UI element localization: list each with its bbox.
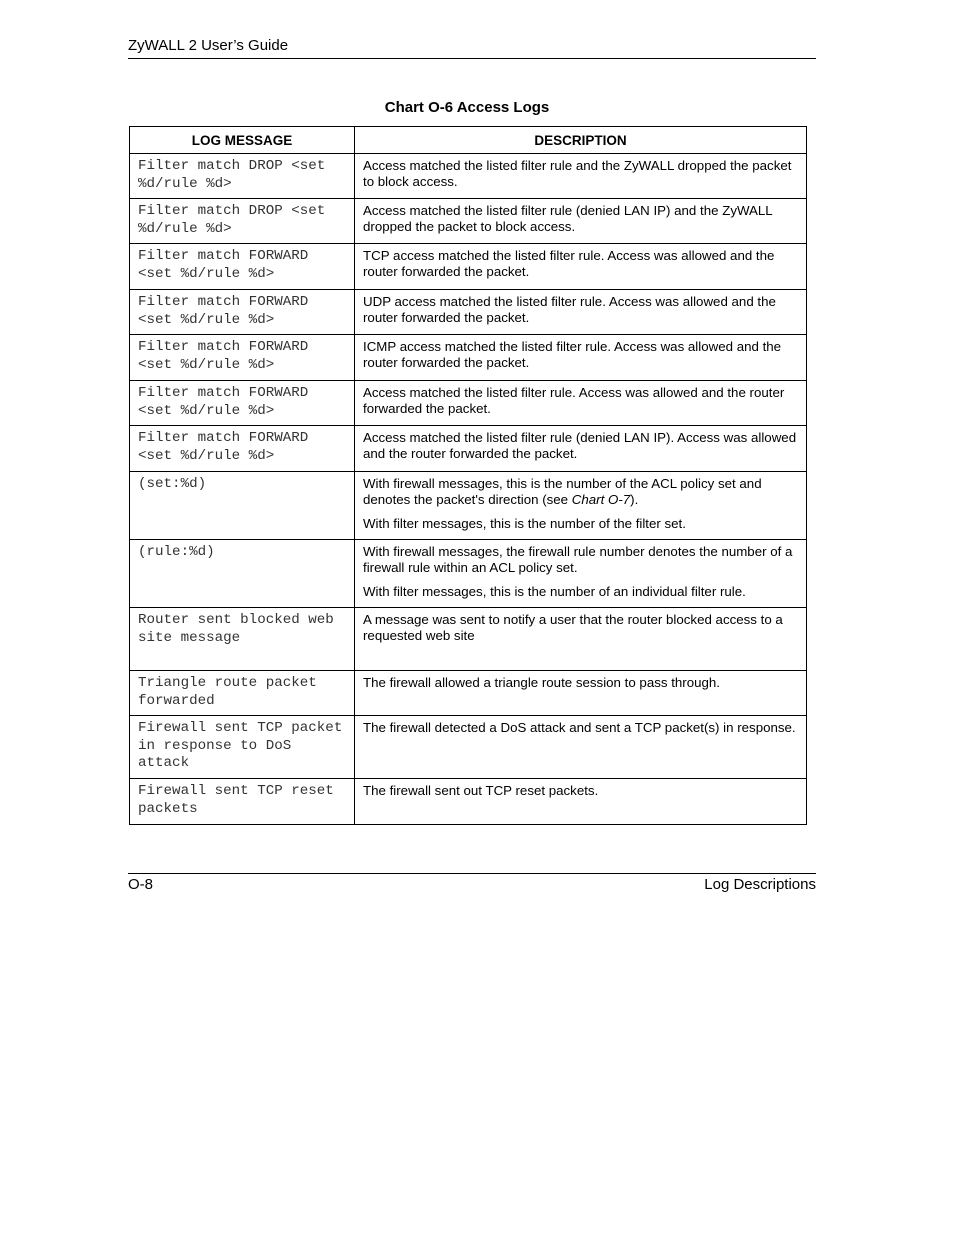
log-message-cell: (rule:%d) — [130, 540, 355, 608]
column-header-log-message: LOG MESSAGE — [130, 127, 355, 154]
table-row — [130, 608, 807, 671]
description-text: With filter messages, this is the number of the filter set. — [363, 516, 686, 532]
table-row — [130, 671, 807, 716]
log-message-cell: Firewall sent TCP packet in response to DoS attack — [130, 716, 355, 779]
description-text: With firewall messages, the firewall rule number denotes the number of a firewall rule within an ACL policy set. — [363, 544, 793, 576]
table-row — [130, 779, 807, 825]
description-text: The firewall detected a DoS attack and sent a TCP packet(s) in response. — [363, 720, 796, 735]
description-text: The firewall allowed a triangle route session to pass through. — [363, 675, 720, 690]
log-message-cell: Filter match FORWARD <set %d/rule %d> — [130, 426, 355, 472]
table-row — [130, 472, 807, 540]
description-cell — [355, 426, 807, 472]
description-cell — [355, 540, 807, 608]
log-message-cell: (set:%d) — [130, 472, 355, 540]
log-message-cell: Filter match FORWARD <set %d/rule %d> — [130, 244, 355, 290]
table-row — [130, 154, 807, 199]
table-row — [130, 244, 807, 290]
table-row — [130, 290, 807, 335]
description-text: TCP access matched the listed filter rule. Access was allowed and the router forwarded the packet. — [363, 248, 775, 280]
table-row — [130, 199, 807, 244]
description-text: With filter messages, this is the number of an individual filter rule. — [363, 584, 746, 600]
description-cell — [355, 671, 807, 716]
description-cell — [355, 381, 807, 426]
log-message-cell: Filter match DROP <set %d/rule %d> — [130, 199, 355, 244]
table-row — [130, 540, 807, 608]
description-text: Access matched the listed filter rule and the ZyWALL dropped the packet to block access. — [363, 158, 792, 190]
description-cell — [355, 716, 807, 779]
description-cell — [355, 290, 807, 335]
page-footer — [128, 873, 816, 893]
guide-title: ZyWALL 2 User’s Guide — [128, 37, 289, 54]
log-message-cell: Filter match FORWARD <set %d/rule %d> — [130, 290, 355, 335]
description-text: UDP access matched the listed filter rule. Access was allowed and the router forwarded the packet. — [363, 294, 776, 326]
description-text: ICMP access matched the listed filter rule. Access was allowed and the router forwarded the packet. — [363, 339, 782, 371]
description-cell — [355, 779, 807, 825]
description-cell — [355, 199, 807, 244]
section-name: Log Descriptions — [704, 876, 816, 893]
log-message-cell: Triangle route packet forwarded — [130, 671, 355, 716]
log-message-cell: Filter match FORWARD <set %d/rule %d> — [130, 381, 355, 426]
log-message-cell: Router sent blocked web site message — [130, 608, 355, 671]
description-text: Access matched the listed filter rule (denied LAN IP) and the ZyWALL dropped the packet to block access. — [363, 203, 773, 235]
description-cell — [355, 608, 807, 671]
description-cell — [355, 154, 807, 199]
chart-title: Chart O-6 Access Logs — [384, 99, 550, 116]
log-message-cell: Firewall sent TCP reset packets — [130, 779, 355, 825]
log-message-cell: Filter match FORWARD <set %d/rule %d> — [130, 335, 355, 381]
table-row — [130, 716, 807, 779]
page-header — [128, 37, 816, 59]
log-message-cell: Filter match DROP <set %d/rule %d> — [130, 154, 355, 199]
description-cell — [355, 244, 807, 290]
column-header-description: DESCRIPTION — [355, 127, 807, 154]
description-text: The firewall sent out TCP reset packets. — [363, 783, 599, 798]
description-cell — [355, 472, 807, 540]
access-logs-table — [129, 126, 807, 825]
page-number: O-8 — [128, 876, 154, 893]
table-row — [130, 335, 807, 381]
description-text: With firewall messages, this is the number of the ACL policy set and denotes the packet's direction (see Chart O-7). — [363, 476, 762, 508]
table-header-row — [130, 127, 807, 154]
description-text: A message was sent to notify a user that the router blocked access to a requested web site — [363, 612, 783, 644]
table-row — [130, 381, 807, 426]
table-row — [130, 426, 807, 472]
description-cell — [355, 335, 807, 381]
description-text: Access matched the listed filter rule. Access was allowed and the router forwarded the packet. — [363, 385, 785, 417]
description-text: Access matched the listed filter rule (denied LAN IP). Access was allowed and the router forwarded the packet. — [363, 430, 797, 462]
